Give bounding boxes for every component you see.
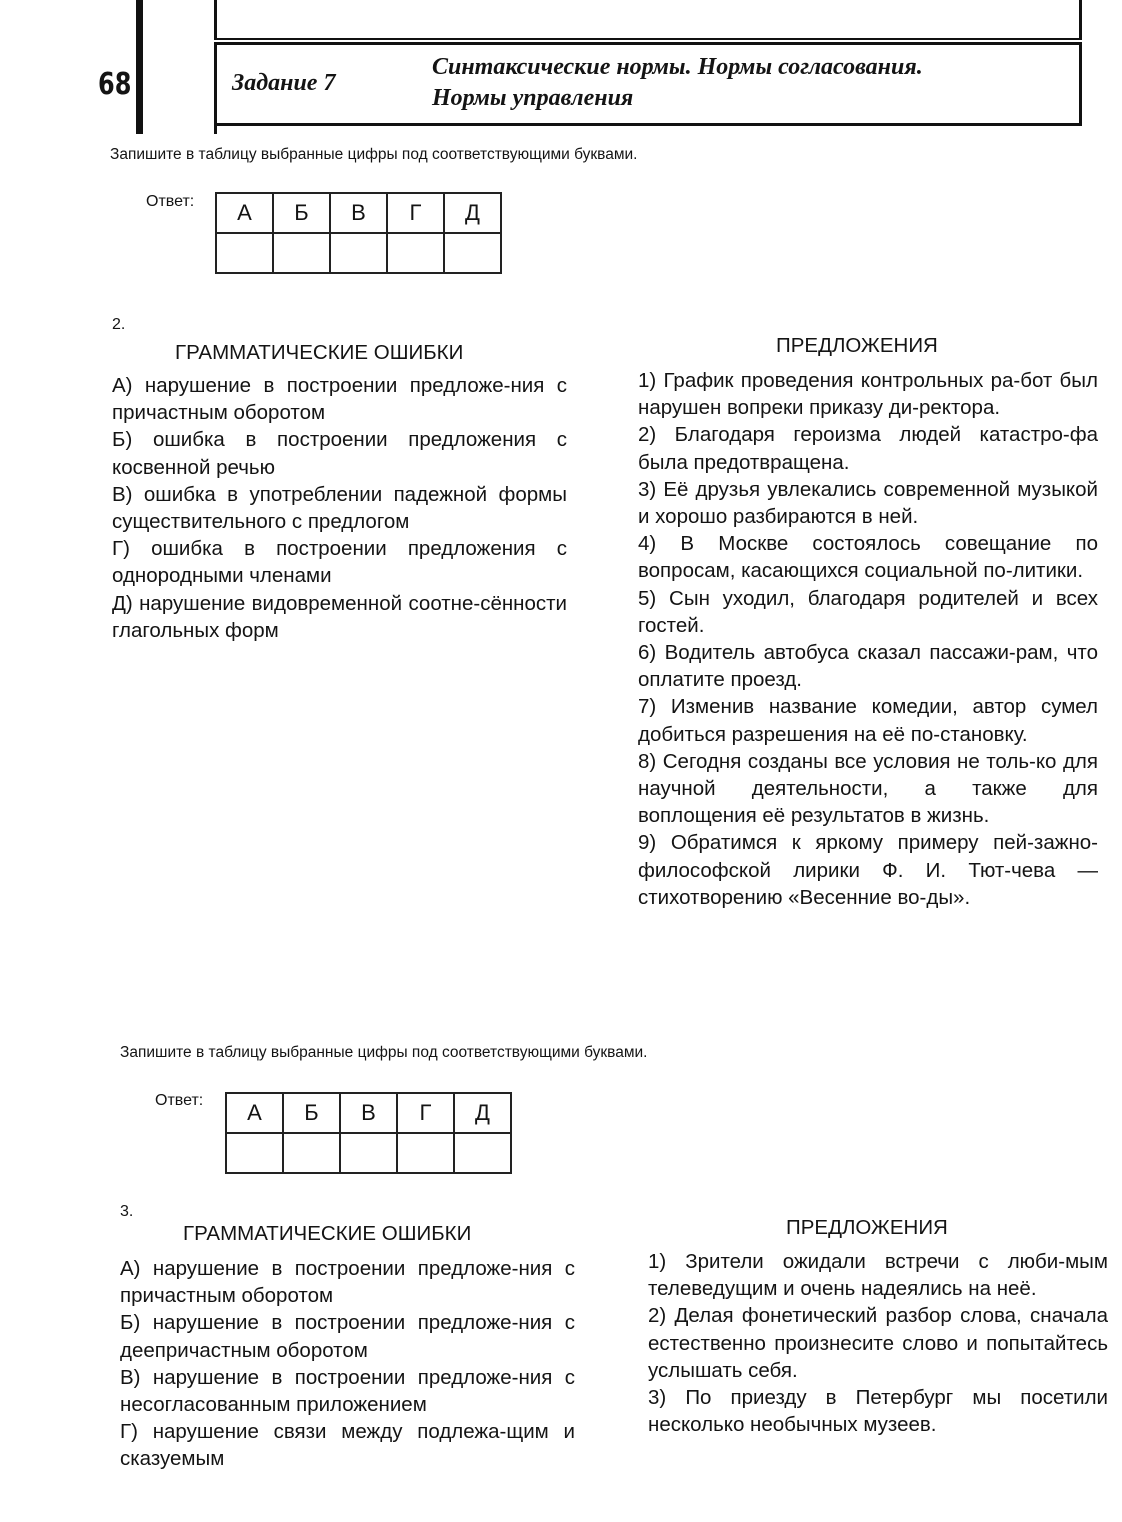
error-item: В) ошибка в употреблении падежной формы существительного с предлогом (112, 482, 567, 534)
sentence-item: 1) Зрители ожидали встречи с люби-мым телеведущим и очень надеялись на неё. (648, 1250, 1108, 1301)
error-item: А) нарушение в построении предложе-ния с причастным оборотом (112, 374, 567, 425)
answer-cell[interactable] (226, 1133, 283, 1173)
task-title (432, 52, 1052, 114)
question-2-sentences-title: ПРЕДЛОЖЕНИЯ (776, 334, 938, 357)
sentence-item: 7) Изменив название комедии, автор сумел добиться разрешения на её по-становку. (638, 695, 1098, 746)
sentence-item: 8) Сегодня созданы все условия не толь-ко для научной деятельности, а также для воплощения её результатов в жизнь. (638, 749, 1098, 828)
answer-table-2-input-row (226, 1133, 511, 1173)
instruction-1: Запишите в таблицу выбранные цифры под соответствующими буквами. (110, 146, 638, 163)
question-2-number: 2. (112, 316, 126, 333)
answer-cell[interactable] (216, 233, 273, 273)
sentence-item: 3) По приезду в Петербург мы посетили несколько необычных музеев. (648, 1386, 1108, 1437)
error-item: Б) ошибка в построении предложения с косвенной речью (112, 428, 567, 479)
sentence-item: 1) График проведения контрольных ра-бот был нарушен вопреки приказу ди-ректора. (638, 369, 1098, 420)
task-title-line-1: Синтаксические нормы. Нормы согласования. (432, 54, 923, 80)
answer-table-1 (215, 192, 502, 274)
question-3-errors-title: ГРАММАТИЧЕСКИЕ ОШИБКИ (183, 1222, 472, 1245)
answer-cell[interactable] (283, 1133, 340, 1173)
question-3-sentences-title: ПРЕДЛОЖЕНИЯ (786, 1216, 948, 1239)
answer-cell[interactable] (454, 1133, 511, 1173)
sentence-item: 2) Благодаря героизма людей катастро-фа была предотвращена. (638, 423, 1098, 474)
answer-table-2-header-row (226, 1093, 511, 1133)
sentence-item: 2) Делая фонетический разбор слова, сначала естественно произнесите слово и попытайтесь услышать себя. (648, 1304, 1108, 1382)
answer-cell[interactable] (387, 233, 444, 273)
answer-letter-d: Д (454, 1093, 511, 1133)
error-item: Б) нарушение в построении предложе-ния с деепричастным оборотом (120, 1311, 575, 1362)
answer-table-1-input-row (216, 233, 501, 273)
answer-letter-v: В (340, 1093, 397, 1133)
sentence-item: 3) Её друзья увлекались современной музыкой и хорошо разбираются в ней. (638, 477, 1098, 529)
sentence-item: 6) Водитель автобуса сказал пассажи-рам, что оплатите проезд. (638, 641, 1098, 692)
answer-letter-g: Г (397, 1093, 454, 1133)
sentence-item: 4) В Москве состоялось совещание по вопросам, касающихся социальной по-литики. (638, 532, 1098, 583)
answer-cell[interactable] (273, 233, 330, 273)
header-tail-line (214, 122, 217, 134)
question-3-errors-list (120, 1255, 575, 1473)
answer-letter-g: Г (387, 193, 444, 233)
answer-table-2 (225, 1092, 512, 1174)
book-spine-line (136, 0, 143, 134)
answer-table-1-header-row (216, 193, 501, 233)
answer-letter-v: В (330, 193, 387, 233)
question-2-sentences-list (638, 367, 1098, 911)
answer-cell[interactable] (397, 1133, 454, 1173)
question-2-errors-list (112, 372, 567, 644)
header-top-frame (214, 0, 1082, 40)
task-label: Задание 7 (232, 70, 336, 96)
error-item: Д) нарушение видовременной соотне-сённости глагольных форм (112, 591, 567, 642)
answer-letter-b: Б (283, 1093, 340, 1133)
error-item: Г) нарушение связи между подлежа-щим и сказуемым (120, 1420, 575, 1471)
sentence-item: 5) Сын уходил, благодаря родителей и всех гостей. (638, 586, 1098, 637)
answer-cell[interactable] (340, 1133, 397, 1173)
error-item: Г) ошибка в построении предложения с однородными членами (112, 537, 567, 588)
answer-letter-b: Б (273, 193, 330, 233)
task-title-line-2: Нормы управления (432, 85, 634, 111)
question-3-number: 3. (120, 1203, 134, 1220)
answer-label-1: Ответ: (146, 193, 195, 210)
answer-cell[interactable] (330, 233, 387, 273)
answer-label-2: Ответ: (155, 1092, 204, 1109)
answer-letter-a: А (216, 193, 273, 233)
answer-cell[interactable] (444, 233, 501, 273)
answer-letter-a: А (226, 1093, 283, 1133)
question-2-errors-title: ГРАММАТИЧЕСКИЕ ОШИБКИ (175, 341, 464, 364)
page-number: 68 (98, 66, 132, 102)
sentence-item: 9) Обратимся к яркому примеру пей-зажно-философской лирики Ф. И. Тют-чева — стихотворению «Весенние во-ды». (638, 831, 1098, 909)
error-item: В) нарушение в построении предложе-ния с несогласованным приложением (120, 1365, 575, 1417)
instruction-2: Запишите в таблицу выбранные цифры под соответствующими буквами. (120, 1044, 648, 1061)
question-3-sentences-list (648, 1248, 1108, 1438)
answer-letter-d: Д (444, 193, 501, 233)
error-item: А) нарушение в построении предложе-ния с причастным оборотом (120, 1257, 575, 1308)
